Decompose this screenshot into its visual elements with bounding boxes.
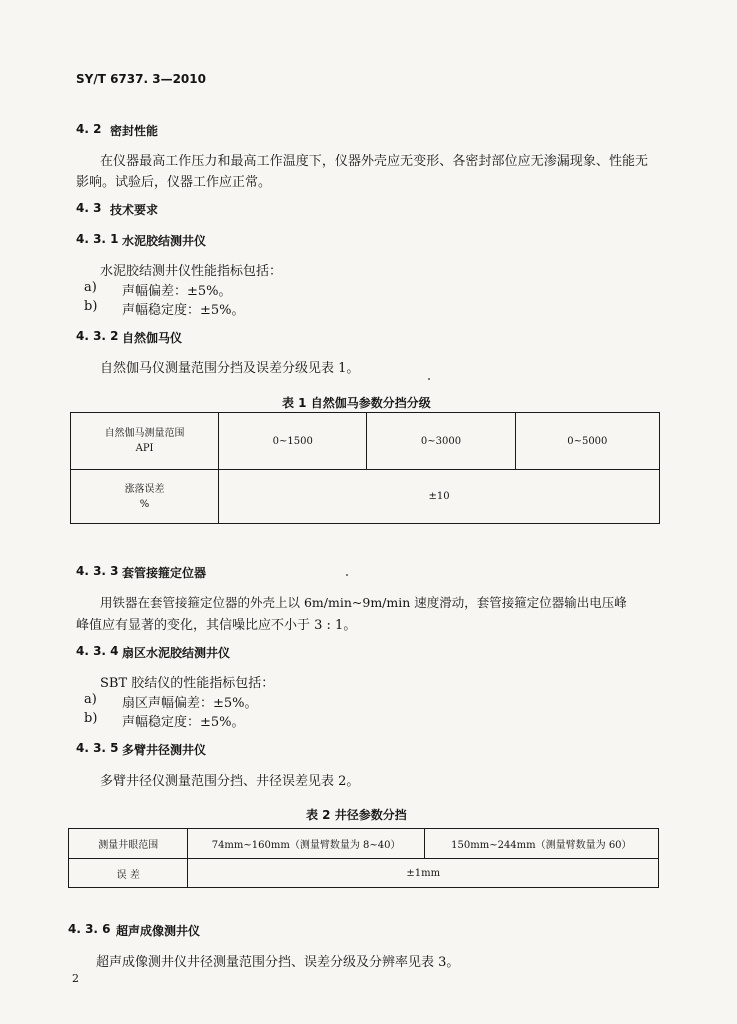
section-4-3-1-title: 水泥胶结测井仪 bbox=[122, 234, 207, 248]
table-cell-label: 误 差 bbox=[69, 859, 188, 888]
table-cell: 150mm~244mm（测量臂数量为 60） bbox=[424, 829, 658, 859]
section-4-2-number: 4. 2 bbox=[76, 122, 102, 136]
table-cell: 0~1500 bbox=[219, 413, 367, 470]
table-row bbox=[71, 470, 660, 524]
list-item-text: 扇区声幅偏差：±5%。 bbox=[122, 696, 258, 711]
table-1 bbox=[70, 412, 660, 524]
list-item-text: 声幅稳定度：±5%。 bbox=[122, 303, 245, 318]
scan-speck bbox=[428, 378, 430, 380]
section-4-3-number: 4. 3 bbox=[76, 201, 102, 215]
list-item-text: 声幅稳定度：±5%。 bbox=[122, 715, 245, 730]
list-item-marker: b) bbox=[84, 299, 98, 314]
section-4-3-6-title: 超声成像测井仪 bbox=[116, 924, 201, 938]
list-item-text: 声幅偏差：±5%。 bbox=[122, 284, 232, 299]
section-4-3-3-title: 套管接箍定位器 bbox=[122, 566, 207, 580]
table-1-caption: 表 1 自然伽马参数分挡分级 bbox=[282, 396, 431, 410]
table-cell: 0~5000 bbox=[515, 413, 659, 470]
section-4-3-2-para: 自然伽马仪测量范围分挡及误差分级见表 1。 bbox=[100, 361, 360, 376]
section-4-3-1-intro: 水泥胶结测井仪性能指标包括： bbox=[100, 264, 283, 279]
table-2-caption: 表 2 井径参数分挡 bbox=[306, 808, 407, 822]
error-unit: % bbox=[139, 498, 150, 510]
table-cell-label bbox=[71, 470, 219, 524]
list-item-marker: a) bbox=[84, 692, 97, 707]
section-4-3-5-title: 多臂井径测井仪 bbox=[122, 743, 207, 757]
section-4-3-4-intro: SBT 胶结仪的性能指标包括： bbox=[100, 676, 275, 691]
list-item-marker: b) bbox=[84, 711, 98, 726]
table-cell: ±10 bbox=[219, 470, 660, 524]
standard-number: SY/T 6737. 3—2010 bbox=[76, 72, 206, 86]
range-label: 自然伽马测量范围 bbox=[104, 428, 185, 439]
table-row bbox=[71, 413, 660, 470]
section-4-3-5-number: 4. 3. 5 bbox=[76, 741, 119, 755]
table-cell-label bbox=[71, 413, 219, 470]
section-4-3-4-number: 4. 3. 4 bbox=[76, 644, 119, 658]
section-4-3-3-para-line2: 峰值应有显著的变化，其信噪比应不小于 3 : 1。 bbox=[76, 618, 357, 633]
table-cell: 0~3000 bbox=[367, 413, 515, 470]
section-4-3-5-para: 多臂井径仪测量范围分挡、井径误差见表 2。 bbox=[100, 774, 360, 789]
list-item-marker: a) bbox=[84, 280, 97, 295]
table-cell-label: 测量井眼范围 bbox=[69, 829, 188, 859]
section-4-2-para-line1: 在仪器最高工作压力和最高工作温度下，仪器外壳应无变形、各密封部位应无渗漏现象、性能无 bbox=[100, 154, 649, 169]
page-number: 2 bbox=[72, 972, 79, 985]
error-label: 涨落误差 bbox=[124, 483, 165, 495]
section-4-3-4-title: 扇区水泥胶结测井仪 bbox=[122, 646, 231, 660]
table-row bbox=[69, 829, 659, 859]
section-4-3-2-title: 自然伽马仪 bbox=[122, 331, 183, 345]
table-2 bbox=[68, 828, 659, 888]
scan-speck bbox=[346, 574, 348, 576]
section-4-3-title: 技术要求 bbox=[110, 203, 159, 217]
section-4-3-3-para-line1: 用铁器在套管接箍定位器的外壳上以 6m/min~9m/min 速度滑动，套管接箍定位器输出电压峰 bbox=[100, 595, 627, 610]
table-cell: ±1mm bbox=[188, 859, 659, 888]
range-unit: API bbox=[135, 443, 154, 454]
section-4-3-3-number: 4. 3. 3 bbox=[76, 564, 119, 578]
section-4-2-para-line2: 影响。试验后，仪器工作应正常。 bbox=[76, 175, 272, 190]
section-4-3-2-number: 4. 3. 2 bbox=[76, 329, 119, 343]
section-4-3-1-number: 4. 3. 1 bbox=[76, 232, 119, 246]
table-cell: 74mm~160mm（测量臂数量为 8~40） bbox=[188, 829, 424, 859]
section-4-3-6-number: 4. 3. 6 bbox=[68, 922, 111, 936]
section-4-3-6-para: 超声成像测井仪井径测量范围分挡、误差分级及分辨率见表 3。 bbox=[96, 955, 460, 970]
section-4-2-title: 密封性能 bbox=[110, 124, 159, 138]
table-row bbox=[69, 859, 659, 888]
